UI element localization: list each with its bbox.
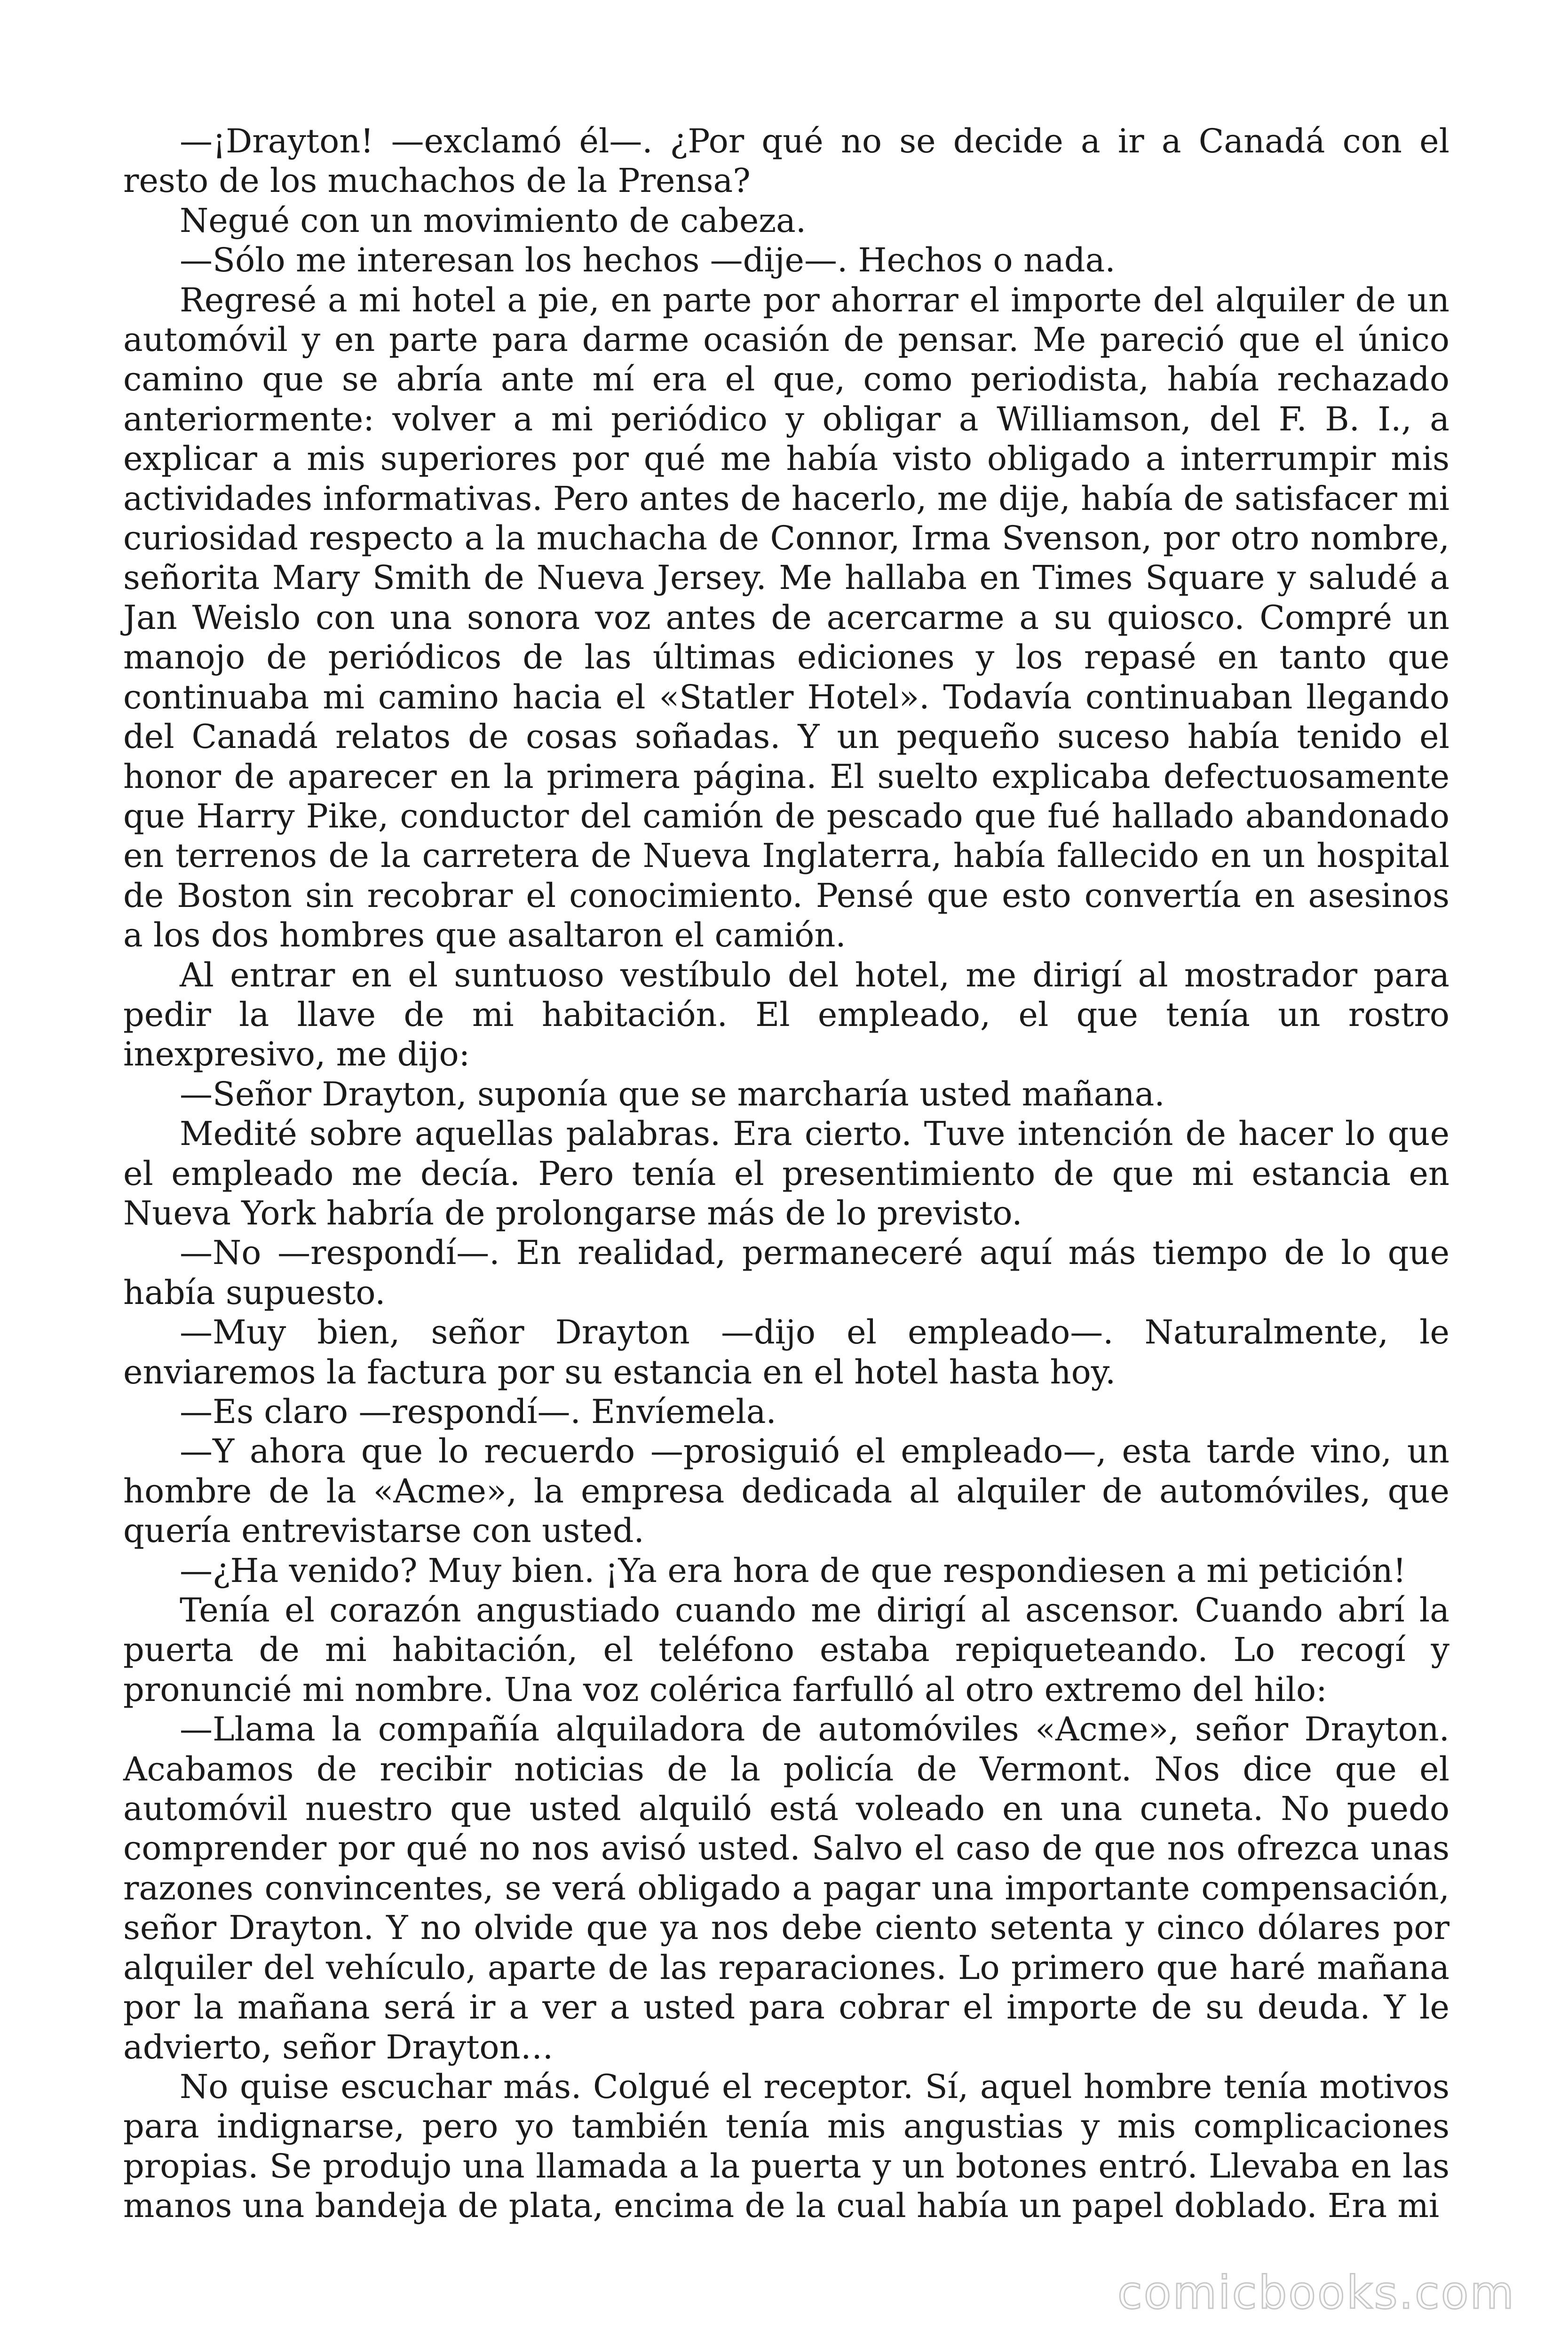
- paragraph: —Es claro —respondí—. Envíemela.: [180, 1392, 776, 1431]
- paragraph: Negué con un movimiento de cabeza.: [180, 201, 807, 240]
- paragraph: No quise escuchar más. Colgué el receptor. Sí, aquel hombre tenía motivos para indignarse, pero yo también tenía mis angustias y mis complicaciones propias. Se produjo una llamada a la puerta y un botones entró. Llevaba en las manos una bandeja de plata, encima de la cual había un papel doblado. Era mi: [123, 2067, 1449, 2225]
- paragraph: —Muy bien, señor Drayton —dijo el empleado—. Naturalmente, le enviaremos la factura por su estancia en el hotel hasta hoy.: [123, 1313, 1449, 1391]
- paragraph: Al entrar en el suntuoso vestíbulo del hotel, me dirigí al mostrador para pedir la llave de mi habitación. El empleado, el que tenía un rostro inexpresivo, me dijo:: [123, 955, 1449, 1074]
- paragraph: Tenía el corazón angustiado cuando me dirigí al ascensor. Cuando abrí la puerta de mi habitación, el teléfono estaba repiqueteando. Lo recogí y pronuncié mi nombre. Una voz colérica farfulló al otro extremo del hilo:: [123, 1591, 1449, 1709]
- paragraph: —¡Drayton! —exclamó él—. ¿Por qué no se decide a ir a Canadá con el resto de los muchachos de la Prensa?: [123, 122, 1449, 200]
- paragraph: —Y ahora que lo recuerdo —prosiguió el empleado—, esta tarde vino, un hombre de la «Acme», la empresa dedicada al alquiler de automóviles, que quería entrevistarse con usted.: [123, 1432, 1449, 1550]
- watermark: comicbooks.com: [1117, 2266, 1515, 2319]
- paragraph: Medité sobre aquellas palabras. Era cierto. Tuve intención de hacer lo que el empleado me decía. Pero tenía el presentimiento de que mi estancia en Nueva York habría de prolongarse más de lo previsto.: [123, 1114, 1449, 1232]
- paragraph: Regresé a mi hotel a pie, en parte por ahorrar el importe del alquiler de un automóvil y en parte para darme ocasión de pensar. Me pareció que el único camino que se abría ante mí era el que, como periodista, había rechazado anteriormente: volver a mi periódico y obligar a Williamson, del F. B. I., a explicar a mis superiores por qué me había visto obligado a interrumpir mis actividades informativas. Pero antes de hacerlo, me dije, había de satisfacer mi curiosidad respecto a la muchacha de Connor, Irma Svenson, por otro nombre, señorita Mary Smith de Nueva Jersey. Me hallaba en Times Square y saludé a Jan Weislo con una sonora voz antes de acercarme a su quiosco. Compré un manojo de periódicos de las últimas ediciones y los repasé en tanto que continuaba mi camino hacia el «Statler Hotel». Todavía continuaban llegando del Canadá relatos de cosas soñadas. Y un pequeño suceso había tenido el honor de aparecer en la primera página. El suelto explicaba defectuosamente que Harry Pike, conductor del camión de pescado que fué hallado abandonado en terrenos de la carretera de Nueva Inglaterra, había fallecido en un hospital de Boston sin recobrar el conocimiento. Pensé que esto convertía en asesinos a los dos hombres que asaltaron el camión.: [123, 280, 1449, 955]
- paragraph: —No —respondí—. En realidad, permaneceré aquí más tiempo de lo que había supuesto.: [123, 1233, 1449, 1312]
- paragraph: —Sólo me interesan los hechos —dije—. Hechos o nada.: [180, 241, 1116, 280]
- paragraph: —Señor Drayton, suponía que se marcharía usted mañana.: [180, 1074, 1165, 1113]
- body-text: [123, 121, 1449, 2226]
- paragraph: —Llama la compañía alquiladora de automóviles «Acme», señor Drayton. Acabamos de recibir noticias de la policía de Vermont. Nos dice que el automóvil nuestro que usted alquiló está voleado en una cuneta. No puedo comprender por qué no nos avisó usted. Salvo el caso de que nos ofrezca unas razones convincentes, se verá obligado a pagar una importante compensación, señor Drayton. Y no olvide que ya nos debe ciento setenta y cinco dólares por alquiler del vehículo, aparte de las reparaciones. Lo primero que haré mañana por la mañana será ir a ver a usted para cobrar el importe de su deuda. Y le advierto, señor Drayton…: [123, 1710, 1449, 2066]
- paragraph: —¿Ha venido? Muy bien. ¡Ya era hora de que respondiesen a mi petición!: [180, 1551, 1406, 1590]
